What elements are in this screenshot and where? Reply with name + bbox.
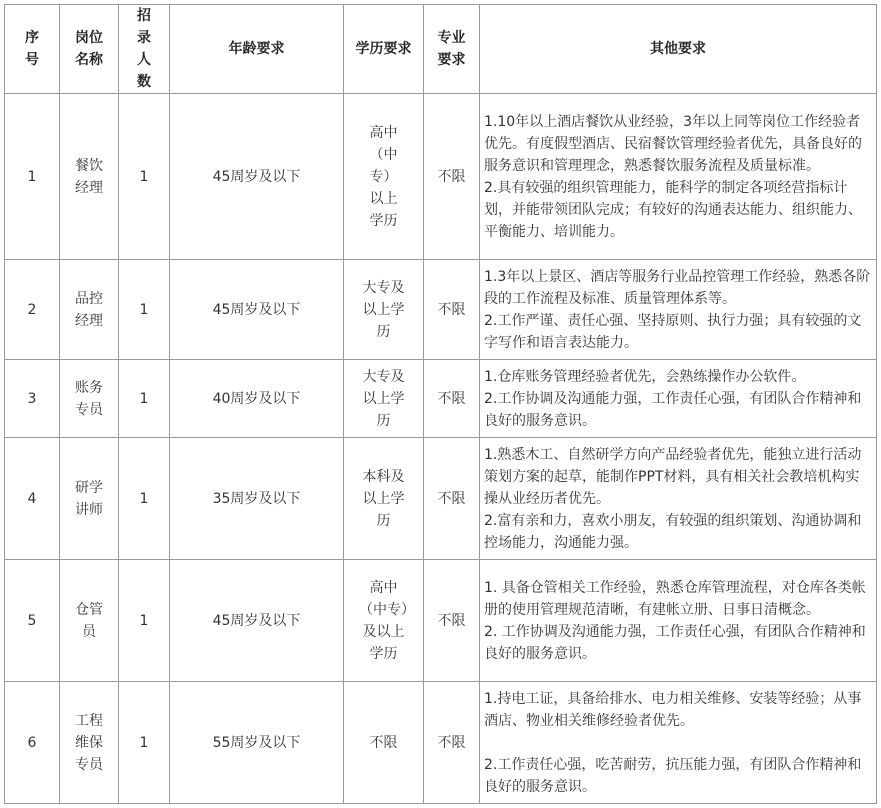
cell-position: 账务专员: [60, 360, 119, 438]
table-row: [5, 260, 877, 360]
requirement-item: 2.富有亲和力，喜欢小朋友，有较强的组织策划、沟通协调和控场能力，沟通能力强。: [484, 512, 862, 551]
cell-major: 不限: [424, 438, 480, 560]
header-no: 序号: [5, 5, 60, 94]
cell-education: 高中（中专）及以上学历: [344, 560, 424, 682]
requirement-spacer: [484, 732, 872, 754]
cell-no: 3: [5, 360, 60, 438]
cell-no: 1: [5, 94, 60, 260]
requirement-item: 1.3年以上景区、酒店等服务行业品控管理工作经验，熟悉各阶段的工作流程及标准、质量管理体系等。: [484, 268, 871, 307]
header-education: 学历要求: [344, 5, 424, 94]
cell-no: 4: [5, 438, 60, 560]
cell-major: 不限: [424, 360, 480, 438]
cell-no: 5: [5, 560, 60, 682]
cell-age: 35周岁及以下: [170, 438, 344, 560]
requirement-item: 1. 具备仓管相关工作经验，熟悉仓库管理流程，对仓库各类帐册的使用管理规范清晰，有建帐立册、日事日清概念。: [484, 579, 866, 618]
requirement-item: 1.熟悉木工、自然研学方向产品经验者优先，能独立进行活动策划方案的起草，能制作PPT材料，具有相关社会教培机构实操从业经历者优先。: [484, 446, 862, 507]
cell-education: 高中（中专）以上学历: [344, 94, 424, 260]
cell-requirements: [480, 360, 877, 438]
cell-requirements: [480, 560, 877, 682]
requirement-item: 2.工作严谨、责任心强、坚持原则、执行力强；具有较强的文字写作和语言表达能力。: [484, 312, 862, 351]
cell-age: 45周岁及以下: [170, 260, 344, 360]
cell-count: 1: [119, 438, 170, 560]
cell-education: 本科及以上学历: [344, 438, 424, 560]
header-age: 年龄要求: [170, 5, 344, 94]
requirement-item: 1.10年以上酒店餐饮从业经验，3年以上同等岗位工作经验者优先。有度假型酒店、民宿餐饮管理经验者优先，具备良好的服务意识和管理理念，熟悉餐饮服务流程及质量标准。: [484, 113, 862, 174]
cell-requirements: [480, 682, 877, 804]
cell-no: 2: [5, 260, 60, 360]
cell-age: 55周岁及以下: [170, 682, 344, 804]
requirement-item: 2.工作责任心强，吃苦耐劳，抗压能力强，有团队合作精神和良好的服务意识。: [484, 756, 862, 795]
cell-requirements: [480, 260, 877, 360]
header-other: 其他要求: [480, 5, 877, 94]
header-row: [5, 5, 877, 94]
requirement-item: 1.仓库账务管理经验者优先，会熟练操作办公软件。: [484, 368, 806, 385]
cell-age: 40周岁及以下: [170, 360, 344, 438]
table-row: [5, 94, 877, 260]
cell-age: 45周岁及以下: [170, 560, 344, 682]
cell-position: 研学讲师: [60, 438, 119, 560]
table-row: [5, 560, 877, 682]
cell-no: 6: [5, 682, 60, 804]
header-count: 招录人数: [119, 5, 170, 94]
cell-count: 1: [119, 260, 170, 360]
cell-count: 1: [119, 682, 170, 804]
cell-count: 1: [119, 560, 170, 682]
cell-position: 仓管员: [60, 560, 119, 682]
requirement-item: 2. 工作协调及沟通能力强，工作责任心强，有团队合作精神和良好的服务意识。: [484, 623, 866, 662]
cell-age: 45周岁及以下: [170, 94, 344, 260]
cell-position: 餐饮经理: [60, 94, 119, 260]
cell-count: 1: [119, 360, 170, 438]
requirement-item: 2.具有较强的组织管理能力，能科学的制定各项经营指标计划，并能带领团队完成；有较好的沟通表达能力、组织能力、平衡能力、培训能力。: [484, 179, 862, 240]
cell-education: 不限: [344, 682, 424, 804]
requirement-item: 1.持电工证，具备给排水、电力相关维修、安装等经验；从事酒店、物业相关维修经验者优先。: [484, 690, 862, 729]
cell-education: 大专及以上学历: [344, 260, 424, 360]
recruitment-table: [4, 4, 877, 804]
cell-major: 不限: [424, 682, 480, 804]
cell-education: 大专及以上学历: [344, 360, 424, 438]
cell-count: 1: [119, 94, 170, 260]
header-position: 岗位名称: [60, 5, 119, 94]
table-row: [5, 438, 877, 560]
cell-requirements: [480, 438, 877, 560]
cell-major: 不限: [424, 94, 480, 260]
header-major: 专业要求: [424, 5, 480, 94]
cell-position: 品控经理: [60, 260, 119, 360]
table-row: [5, 360, 877, 438]
cell-position: 工程维保专员: [60, 682, 119, 804]
requirement-item: 2.工作协调及沟通能力强，工作责任心强，有团队合作精神和良好的服务意识。: [484, 390, 862, 429]
cell-major: 不限: [424, 560, 480, 682]
table-row: [5, 682, 877, 804]
cell-requirements: [480, 94, 877, 260]
cell-major: 不限: [424, 260, 480, 360]
